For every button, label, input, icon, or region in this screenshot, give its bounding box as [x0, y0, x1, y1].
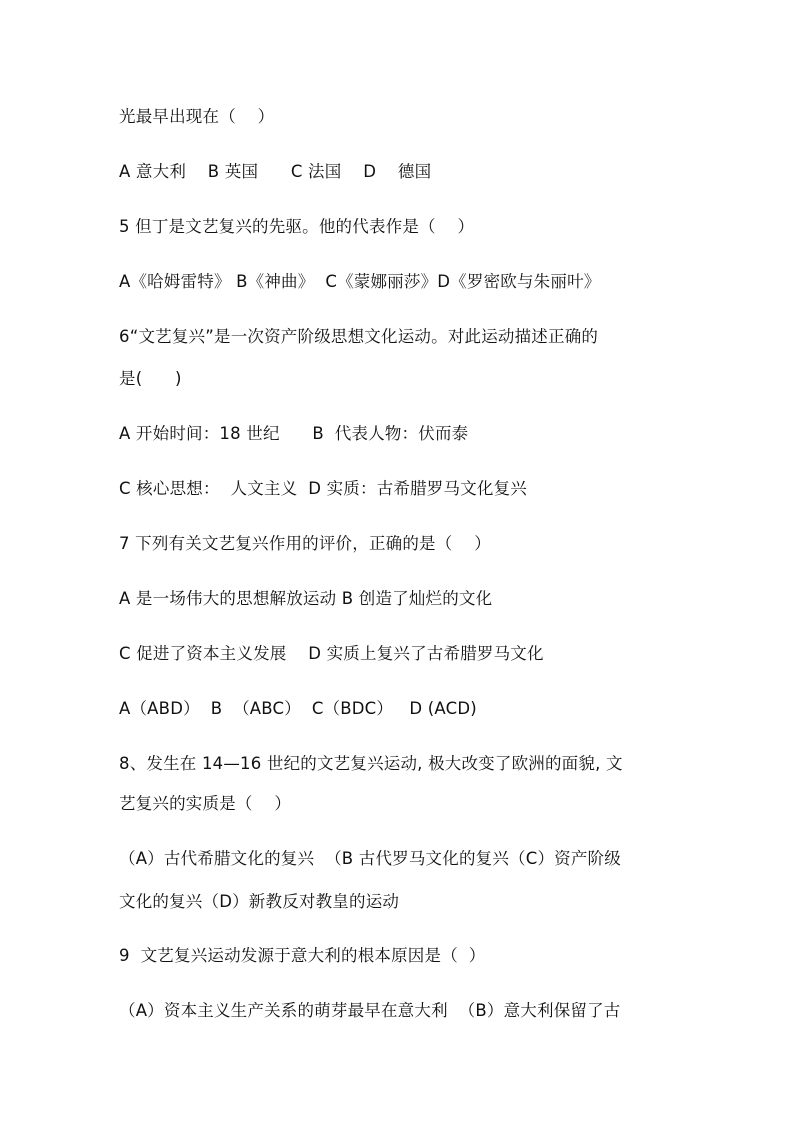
text-line: 艺复兴的实质是（ ） [119, 794, 292, 813]
text-line: A 是一场伟大的思想解放运动 B 创造了灿烂的文化 [119, 589, 493, 608]
text-line: 是( ) [119, 369, 182, 388]
text-line: A《哈姆雷特》 B《神曲》 C《蒙娜丽莎》D《罗密欧与朱丽叶》 [119, 272, 601, 291]
text-line: A（ABD） B （ABC） C（BDC） D (ACD) [119, 699, 477, 718]
text-line: 7 下列有关文艺复兴作用的评价，正确的是（ ） [119, 534, 491, 553]
text-line: 5 但丁是文艺复兴的先驱。他的代表作是（ ） [119, 217, 475, 236]
text-line: C 促进了资本主义发展 D 实质上复兴了古希腊罗马文化 [119, 644, 544, 663]
text-line: 光最早出现在（ ） [119, 107, 275, 126]
text-line: 文化的复兴（D）新教反对教皇的运动 [119, 892, 400, 911]
text-line: （A）古代希腊文化的复兴 （B 古代罗马文化的复兴（C）资产阶级 [119, 849, 621, 868]
text-line: 9 文艺复兴运动发源于意大利的根本原因是（ ） [119, 946, 486, 965]
text-line: （A）资本主义生产关系的萌芽最早在意大利 （B）意大利保留了古 [119, 1001, 621, 1020]
text-line: 6“文艺复兴”是一次资产阶级思想文化运动。对此运动描述正确的 [119, 327, 599, 346]
text-line: A 意大利 B 英国 C 法国 D 德国 [119, 162, 432, 181]
text-line: C 核心思想： 人文主义 D 实质：古希腊罗马文化复兴 [119, 479, 527, 498]
text-line: A 开始时间：18 世纪 B 代表人物：伏而泰 [119, 424, 469, 443]
text-line: 8、发生在 14—16 世纪的文艺复兴运动, 极大改变了欧洲的面貌, 文 [119, 754, 623, 773]
